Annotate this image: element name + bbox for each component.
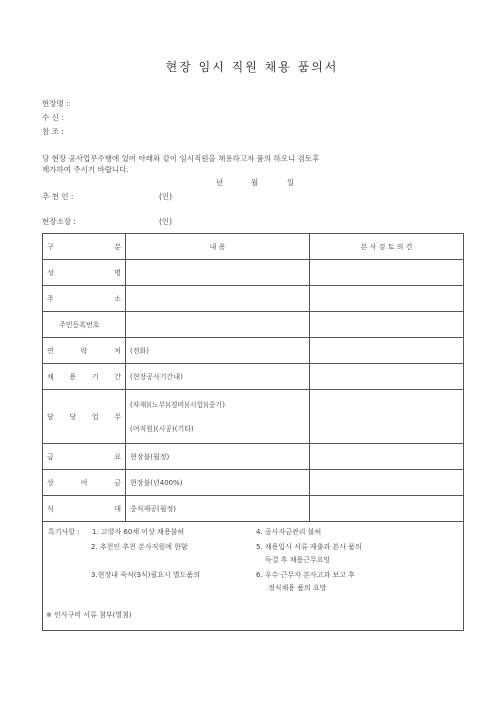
row-content-period: (현장공사기간내) bbox=[126, 364, 310, 390]
row-content-salary: 현장불(월정) bbox=[126, 444, 310, 470]
body-text-line2: 제가하여 주시기 바랍니다. bbox=[42, 165, 129, 174]
duty-line1: (자재)(노무)(경비)(시험)(중기) bbox=[130, 400, 225, 409]
date-year: 년 bbox=[216, 178, 224, 187]
notes-prefix: 특기사항 : bbox=[48, 528, 80, 536]
recipient-label: 수 신 : bbox=[42, 113, 64, 122]
row-label-salary: 급 료 bbox=[43, 444, 126, 470]
row-content-meal: 중식제공(월정) bbox=[126, 496, 310, 522]
row-label-bonus: 상 여 금 bbox=[43, 470, 126, 496]
note-item-5-line2: 득결 후 채용근무요망 bbox=[265, 556, 331, 564]
date-month: 월 bbox=[251, 178, 259, 187]
note-item-2: 2. 추천인 추천 본사직원에 한함 bbox=[91, 543, 188, 551]
row-content-bonus: 현장불(년400%) bbox=[126, 470, 310, 496]
header-category: 구 분 bbox=[43, 234, 126, 260]
header-review-opinion: 본 사 검 토 의 견 bbox=[310, 234, 464, 260]
site-manager-label: 현장소장 : bbox=[42, 217, 76, 226]
row-opinion-salary[interactable] bbox=[310, 444, 464, 470]
table-header-row bbox=[43, 234, 464, 260]
reference-label: 참 조 : bbox=[42, 127, 64, 136]
row-opinion-contact[interactable] bbox=[310, 338, 464, 364]
table-row bbox=[43, 338, 464, 364]
table-row bbox=[43, 312, 464, 338]
page-title: 현장 임시 직원 채용 품의서 bbox=[165, 60, 339, 74]
row-opinion-bonus[interactable] bbox=[310, 470, 464, 496]
body-text-line1: 당 현장 공사업무수행에 있어 아래와 같이 임시직원을 채용하고자 품의 하오니 검토후 bbox=[42, 154, 320, 163]
table-row bbox=[43, 260, 464, 286]
site-label: 현장명 : bbox=[42, 99, 69, 108]
row-label-meal: 식 대 bbox=[43, 496, 126, 522]
note-item-5-line1: 5. 채용입사 서류 제출과 본사 품의 bbox=[256, 543, 362, 551]
row-opinion-meal[interactable] bbox=[310, 496, 464, 522]
note-item-3: 3.현장내 숙식(3식)필요시 별도품의 bbox=[91, 571, 200, 579]
note-item-6-line1: 6. 우수 근무자 본사고과 보고 후 bbox=[256, 571, 355, 579]
table-row bbox=[43, 364, 464, 390]
row-label-name: 성 명 bbox=[43, 260, 126, 286]
row-content-name[interactable] bbox=[126, 260, 310, 286]
table-row bbox=[43, 496, 464, 522]
row-content-duty bbox=[126, 390, 310, 444]
note-item-6-line2: 정식채용 품의 요망 bbox=[268, 584, 327, 592]
recommender-label: 추 천 인 : bbox=[42, 192, 74, 201]
row-opinion-address[interactable] bbox=[310, 286, 464, 312]
row-label-resident-id: 주민등록번호 bbox=[43, 312, 126, 338]
table-row bbox=[43, 444, 464, 470]
row-opinion-period[interactable] bbox=[310, 364, 464, 390]
site-manager-seal: (인) bbox=[159, 217, 173, 226]
note-item-1: 1. 고령자 60세 이상 채용불허 bbox=[92, 528, 185, 536]
row-label-contact: 연 락 처 bbox=[43, 338, 126, 364]
duty-line2: (여직원)(시공)(기타) bbox=[130, 424, 194, 433]
recommender-seal: (인) bbox=[159, 192, 173, 201]
row-content-resident-id[interactable] bbox=[126, 312, 310, 338]
row-label-address: 주 소 bbox=[43, 286, 126, 312]
table-row bbox=[43, 470, 464, 496]
attachment-footnote: ※ 인사구비 서류 첨부(별첨) bbox=[46, 611, 132, 619]
row-content-address[interactable] bbox=[126, 286, 310, 312]
date-day: 일 bbox=[287, 178, 295, 187]
row-label-period: 채 용 기 간 bbox=[43, 364, 126, 390]
row-opinion-duty[interactable] bbox=[310, 390, 464, 444]
row-label-duty: 담 당 업 무 bbox=[43, 390, 126, 444]
note-item-4: 4. 공사자금관리 불허 bbox=[256, 528, 322, 536]
header-content: 내 용 bbox=[126, 234, 310, 260]
row-opinion-name[interactable] bbox=[310, 260, 464, 286]
row-opinion-resident-id[interactable] bbox=[310, 312, 464, 338]
row-content-contact: (전화) bbox=[126, 338, 310, 364]
table-row bbox=[43, 286, 464, 312]
table-row bbox=[43, 390, 464, 444]
